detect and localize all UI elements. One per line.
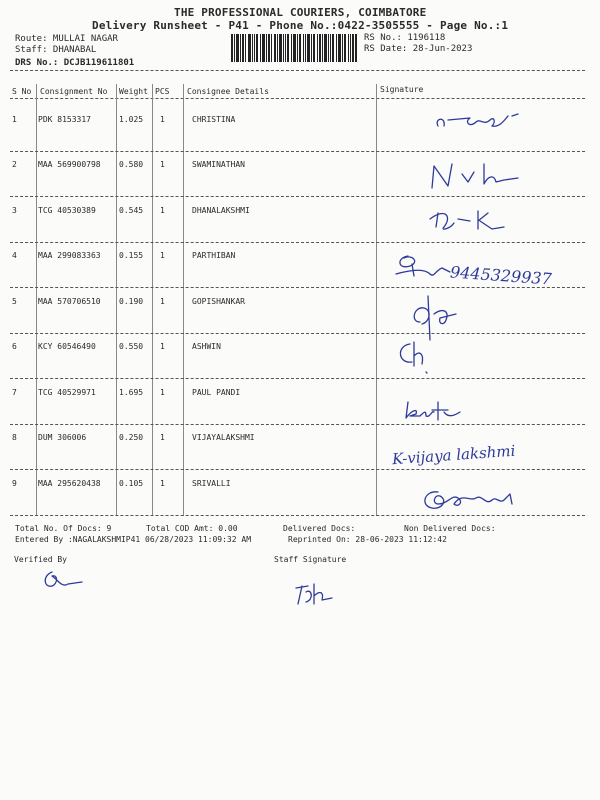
total-docs: Total No. Of Docs: 9	[15, 524, 112, 533]
row-weight: 1.695	[119, 388, 144, 397]
row-consignee: GOPISHANKAR	[192, 297, 245, 306]
row-consignment: KCY 60546490	[38, 342, 96, 351]
row-consignment: MAA 569900798	[38, 160, 101, 169]
row-weight: 0.250	[119, 433, 144, 442]
row-consignee: SRIVALLI	[192, 479, 231, 488]
header-divider	[10, 70, 585, 71]
row-sno: 8	[12, 433, 17, 442]
row-divider	[10, 515, 585, 516]
row-consignment: PDK 8153317	[38, 115, 91, 124]
row-divider	[10, 287, 585, 288]
signature-row-1	[430, 108, 530, 138]
row-weight: 0.545	[119, 206, 144, 215]
barcode-image	[231, 34, 357, 62]
row-sno: 2	[12, 160, 17, 169]
row-consignee: CHRISTINA	[192, 115, 236, 124]
row-pcs: 1	[160, 251, 165, 260]
row-consignment: TCG 40529971	[38, 388, 96, 397]
row-consignment: TCG 40530389	[38, 206, 96, 215]
entered-by: Entered By :NAGALAKSHMIP41 06/28/2023 11:09:32 AM	[15, 535, 252, 544]
row-weight: 0.550	[119, 342, 144, 351]
runsheet-subtitle: Delivery Runsheet - P41 - Phone No.:0422-3505555 - Page No.:1	[92, 19, 509, 32]
signature-row-3	[426, 205, 516, 237]
col-divider	[152, 84, 153, 516]
row-pcs: 1	[160, 342, 165, 351]
rs-number: RS No.: 1196118	[364, 33, 446, 43]
row-divider	[10, 242, 585, 243]
col-divider	[376, 84, 377, 516]
row-weight: 0.580	[119, 160, 144, 169]
verified-by-label: Verified By	[14, 555, 67, 564]
row-divider	[10, 151, 585, 152]
row-divider	[10, 333, 585, 334]
col-consignee: Consignee Details	[187, 87, 269, 96]
signature-row-2	[428, 160, 528, 194]
handwritten-name: K-vijaya lakshmi	[391, 441, 516, 469]
rs-date: RS Date: 28-Jun-2023	[364, 44, 473, 54]
row-divider	[10, 378, 585, 379]
drs-number: DRS No.: DCJB119611801	[15, 58, 135, 68]
col-divider	[116, 84, 117, 516]
row-consignment: MAA 295620438	[38, 479, 101, 488]
row-weight: 0.190	[119, 297, 144, 306]
row-weight: 1.025	[119, 115, 144, 124]
col-weight: Weight	[119, 87, 148, 96]
row-pcs: 1	[160, 479, 165, 488]
row-sno: 3	[12, 206, 17, 215]
staff-signature-label: Staff Signature	[274, 555, 347, 564]
signature-row-7	[398, 398, 468, 426]
row-pcs: 1	[160, 206, 165, 215]
verified-signature	[38, 566, 88, 592]
signature-row-9	[418, 484, 528, 514]
company-name: THE PROFESSIONAL COURIERS, COIMBATORE	[174, 6, 427, 19]
row-pcs: 1	[160, 433, 165, 442]
row-divider	[10, 196, 585, 197]
row-pcs: 1	[160, 160, 165, 169]
row-consignment: DUM 306006	[38, 433, 87, 442]
total-cod: Total COD Amt: 0.00	[146, 524, 238, 533]
col-signature: Signature	[380, 85, 424, 94]
row-consignee: ASHWIN	[192, 342, 221, 351]
row-divider	[10, 424, 585, 425]
col-consignment: Consignment No	[40, 87, 108, 96]
col-pcs: PCS	[155, 87, 170, 96]
row-sno: 1	[12, 115, 17, 124]
handwritten-phone: 9445329937	[449, 262, 553, 289]
col-sno: S No	[12, 87, 32, 96]
row-consignee: PARTHIBAN	[192, 251, 236, 260]
row-weight: 0.155	[119, 251, 144, 260]
row-consignee: PAUL PANDI	[192, 388, 241, 397]
row-sno: 7	[12, 388, 17, 397]
row-consignment: MAA 570706510	[38, 297, 101, 306]
route-label: Route: MULLAI NAGAR	[15, 34, 118, 44]
row-weight: 0.105	[119, 479, 144, 488]
row-consignee: DHANALAKSHMI	[192, 206, 250, 215]
row-sno: 4	[12, 251, 17, 260]
delivered-docs: Delivered Docs:	[283, 524, 356, 533]
row-pcs: 1	[160, 388, 165, 397]
row-sno: 5	[12, 297, 17, 306]
row-sno: 6	[12, 342, 17, 351]
column-header-divider	[10, 98, 585, 99]
col-divider	[183, 84, 184, 516]
col-divider	[36, 84, 37, 516]
row-divider	[10, 469, 585, 470]
reprinted-on: Reprinted On: 28-06-2023 11:12:42	[288, 535, 447, 544]
signature-row-6	[392, 336, 442, 376]
row-sno: 9	[12, 479, 17, 488]
row-consignee: VIJAYALAKSHMI	[192, 433, 255, 442]
row-pcs: 1	[160, 297, 165, 306]
staff-label: Staff: DHANABAL	[15, 45, 97, 55]
staff-signature-mark	[288, 578, 348, 610]
row-consignment: MAA 299083363	[38, 251, 101, 260]
row-consignee: SWAMINATHAN	[192, 160, 245, 169]
row-pcs: 1	[160, 115, 165, 124]
non-delivered-docs: Non Delivered Docs:	[404, 524, 496, 533]
